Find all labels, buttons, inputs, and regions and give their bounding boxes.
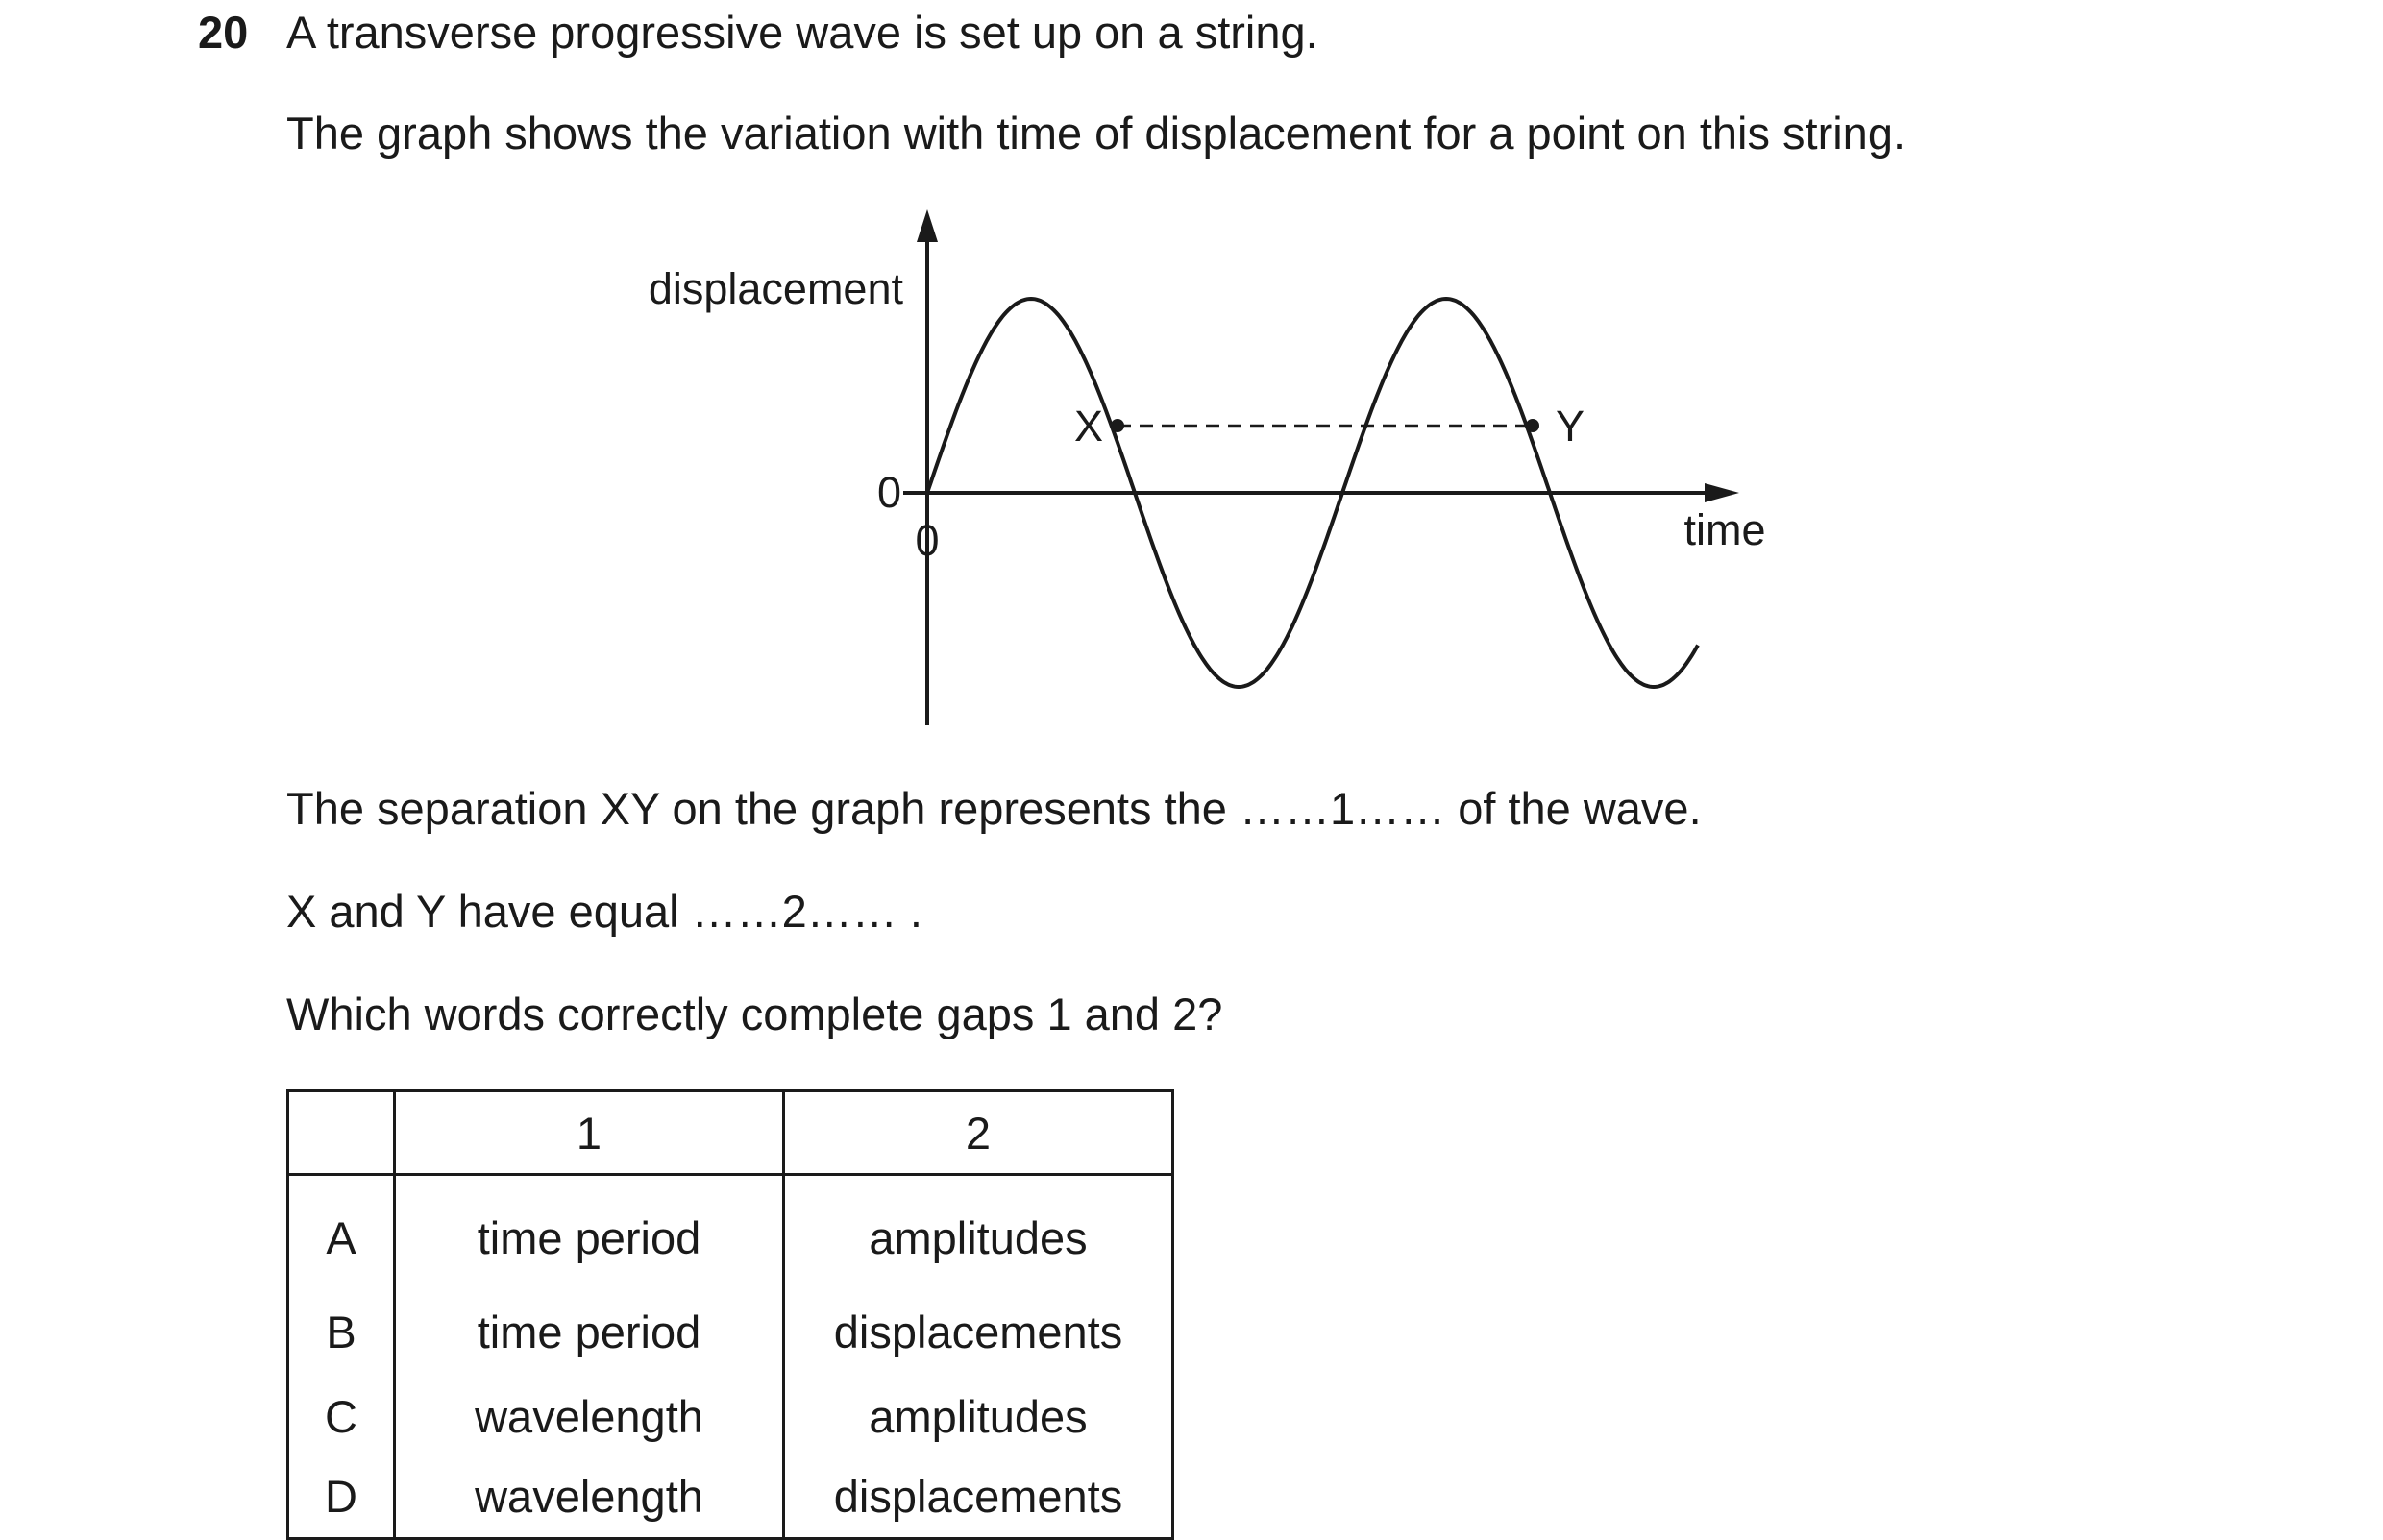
option-gap-2: amplitudes (784, 1175, 1173, 1290)
x-origin-label: 0 (915, 516, 940, 565)
question-intro-line-2: The graph shows the variation with time of displacement for a point on this string. (286, 108, 1906, 159)
y-axis-label: displacement (648, 264, 903, 313)
option-gap-1: time period (395, 1289, 784, 1374)
sentence-gap-1: The separation XY on the graph represents the ……1…… of the wave. (286, 783, 1702, 834)
option-gap-1: wavelength (395, 1458, 784, 1539)
header-cell-gap-1: 1 (395, 1091, 784, 1175)
x-axis-label: time (1683, 505, 1766, 554)
option-row-a[interactable] (288, 1175, 1173, 1290)
question-number: 20 (198, 7, 249, 58)
option-row-d[interactable] (288, 1458, 1173, 1539)
option-gap-2: displacements (784, 1289, 1173, 1374)
point-x-dot (1111, 419, 1124, 432)
option-letter: B (288, 1289, 395, 1374)
header-cell-gap-2: 2 (784, 1091, 1173, 1175)
question-prompt: Which words correctly complete gaps 1 and 2? (286, 989, 1223, 1039)
option-letter: D (288, 1458, 395, 1539)
point-y-dot (1526, 419, 1539, 432)
option-letter: C (288, 1374, 395, 1458)
option-gap-1: time period (395, 1175, 784, 1290)
option-row-c[interactable] (288, 1374, 1173, 1458)
option-row-b[interactable] (288, 1289, 1173, 1374)
point-y-label: Y (1555, 402, 1585, 451)
answer-options-table (286, 1089, 1174, 1540)
option-gap-1: wavelength (395, 1374, 784, 1458)
header-cell-letter (288, 1091, 395, 1175)
point-x-label: X (1073, 402, 1104, 451)
x-axis-arrowhead (1705, 483, 1739, 502)
question-intro-line-1: A transverse progressive wave is set up on a string. (286, 7, 1318, 58)
y-origin-label: 0 (876, 468, 901, 517)
option-gap-2: amplitudes (784, 1374, 1173, 1458)
y-axis-arrowhead (917, 209, 938, 242)
sentence-gap-2: X and Y have equal ……2…… . (286, 886, 922, 937)
option-gap-2: displacements (784, 1458, 1173, 1539)
table-header-row (288, 1091, 1173, 1175)
option-letter: A (288, 1175, 395, 1290)
